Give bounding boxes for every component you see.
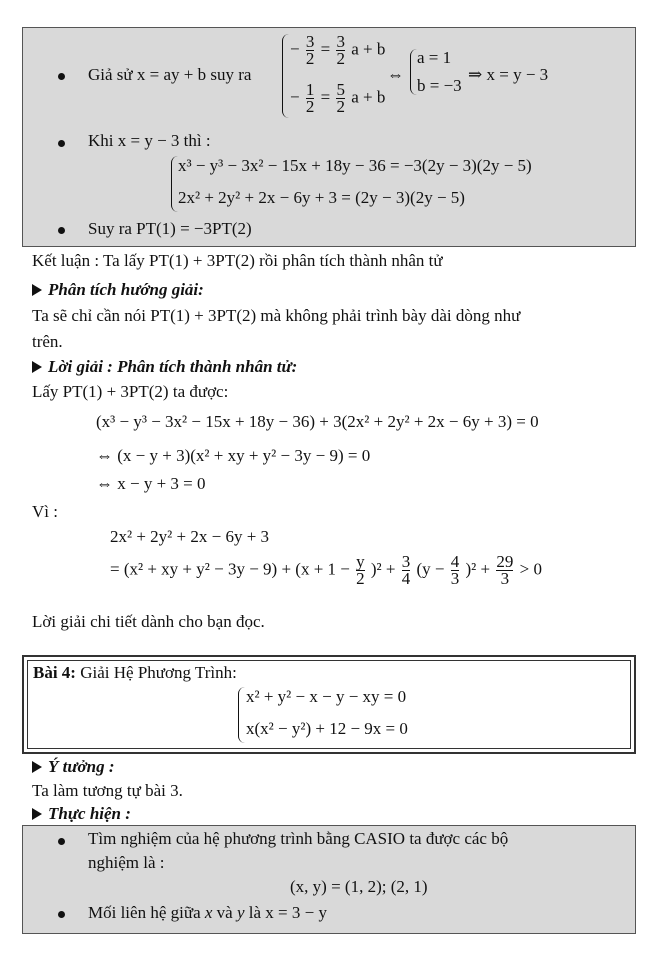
sys3-row1: x³ − y³ − 3x² − 15x + 18y − 36 = −3(2y − 3)(2y − 5) xyxy=(178,156,532,175)
sys1-row1: − $\frac{3}{2}$ = $\frac{3}{2}$ a + b xyxy=(290,32,386,68)
frac-neg-3-2: $\frac{3}{2}$ xyxy=(305,32,315,68)
triangle-icon xyxy=(32,361,42,373)
problem-4-title: Bài 4: Giải Hệ Phương Trình: xyxy=(33,663,237,682)
problem-4-eq1: x² + y² − x − y − xy = 0 xyxy=(246,687,407,706)
vi-eq2: = (x² + xy + y² − 3y − 9) + (x + 1 − $\frac{y}{2}$ )² + $\frac{3}{4}$ (y − $\frac{4}{3}$ )² + $\frac{29}{3}$ > 0 xyxy=(110,552,542,588)
system-brace-3 xyxy=(171,156,178,212)
frac-4-3: $\frac{4}{3}$ xyxy=(450,552,460,588)
box1-line2: Khi x = y − 3 thì : xyxy=(88,131,211,150)
box1-line1-prefix: Giả sử x = ay + b suy ra xyxy=(88,65,252,84)
sys3-row2: 2x² + 2y² + 2x − 6y + 3 = (2y − 3)(2y − 5) xyxy=(178,188,465,207)
heading-solution: Lời giải : Phân tích thành nhân tử: xyxy=(32,357,297,377)
sys2-row1: a = 1 xyxy=(417,48,452,67)
problem-4-eq2: x(x² − y²) + 12 − 9x = 0 xyxy=(246,719,408,738)
equiv-symbol: ⇔ xyxy=(387,65,404,84)
frac-29-3: $\frac{29}{3}$ xyxy=(496,552,514,588)
triangle-icon xyxy=(32,808,42,820)
idea-line1: Ta làm tương tự bài 3. xyxy=(32,781,183,800)
solution-eq2: ⇔ (x − y + 3)(x² + xy + y² − 3y − 9) = 0 xyxy=(96,446,371,465)
bullet-1 xyxy=(58,73,65,80)
vi-label: Vì : xyxy=(32,502,58,521)
solution-eq1: (x³ − y³ − 3x² − 15x + 18y − 36) + 3(2x² + 2y² + 2x − 6y + 3) = 0 xyxy=(96,412,539,431)
frac-y-2: $\frac{y}{2}$ xyxy=(356,552,365,588)
analysis-line1: Ta sẽ chỉ cần nói PT(1) + 3PT(2) mà không phải trình bày dài dòng như xyxy=(32,306,521,325)
box2-line4: Mối liên hệ giữa x và y là x = 3 − y xyxy=(88,903,327,922)
system-brace-4 xyxy=(238,687,245,743)
triangle-icon xyxy=(32,761,42,773)
box2-line2: nghiệm là : xyxy=(88,853,165,872)
frac-3-4: $\frac{3}{4}$ xyxy=(401,552,411,588)
bullet-5 xyxy=(58,911,65,918)
vi-eq1: 2x² + 2y² + 2x − 6y + 3 xyxy=(110,527,270,546)
box1-line3: Suy ra PT(1) = −3PT(2) xyxy=(88,219,252,238)
solution-line1: Lấy PT(1) + 3PT(2) ta được: xyxy=(32,382,229,401)
box2-line3: (x, y) = (1, 2); (2, 1) xyxy=(290,877,428,896)
box2-line1: Tìm nghiệm của hệ phương trình bằng CASIO ta được các bộ xyxy=(88,829,509,848)
reader-note: Lời giải chi tiết dành cho bạn đọc. xyxy=(32,612,265,631)
bullet-3 xyxy=(58,227,65,234)
system-brace-1 xyxy=(282,34,289,118)
box1-result: ⇒ x = y − 3 xyxy=(468,65,549,84)
frac-3-2: $\frac{3}{2}$ xyxy=(336,32,345,68)
analysis-line2: trên. xyxy=(32,332,63,351)
frac-5-2: $\frac{5}{2}$ xyxy=(336,80,345,116)
heading-idea: Ý tưởng : xyxy=(32,757,115,777)
triangle-icon xyxy=(32,284,42,296)
system-brace-2 xyxy=(410,49,417,95)
bullet-2 xyxy=(58,140,65,147)
frac-neg-1-2: $\frac{1}{2}$ xyxy=(305,80,315,116)
bullet-4 xyxy=(58,838,65,845)
heading-do: Thực hiện : xyxy=(32,804,131,824)
conclusion: Kết luận : Ta lấy PT(1) + 3PT(2) rồi phân tích thành nhân tử xyxy=(32,251,443,270)
sys2-row2: b = −3 xyxy=(417,76,462,95)
sys1-row2: − $\frac{1}{2}$ = $\frac{5}{2}$ a + b xyxy=(290,80,386,116)
heading-analysis: Phân tích hướng giải: xyxy=(32,280,204,300)
solution-eq3: ⇔ x − y + 3 = 0 xyxy=(96,474,206,493)
